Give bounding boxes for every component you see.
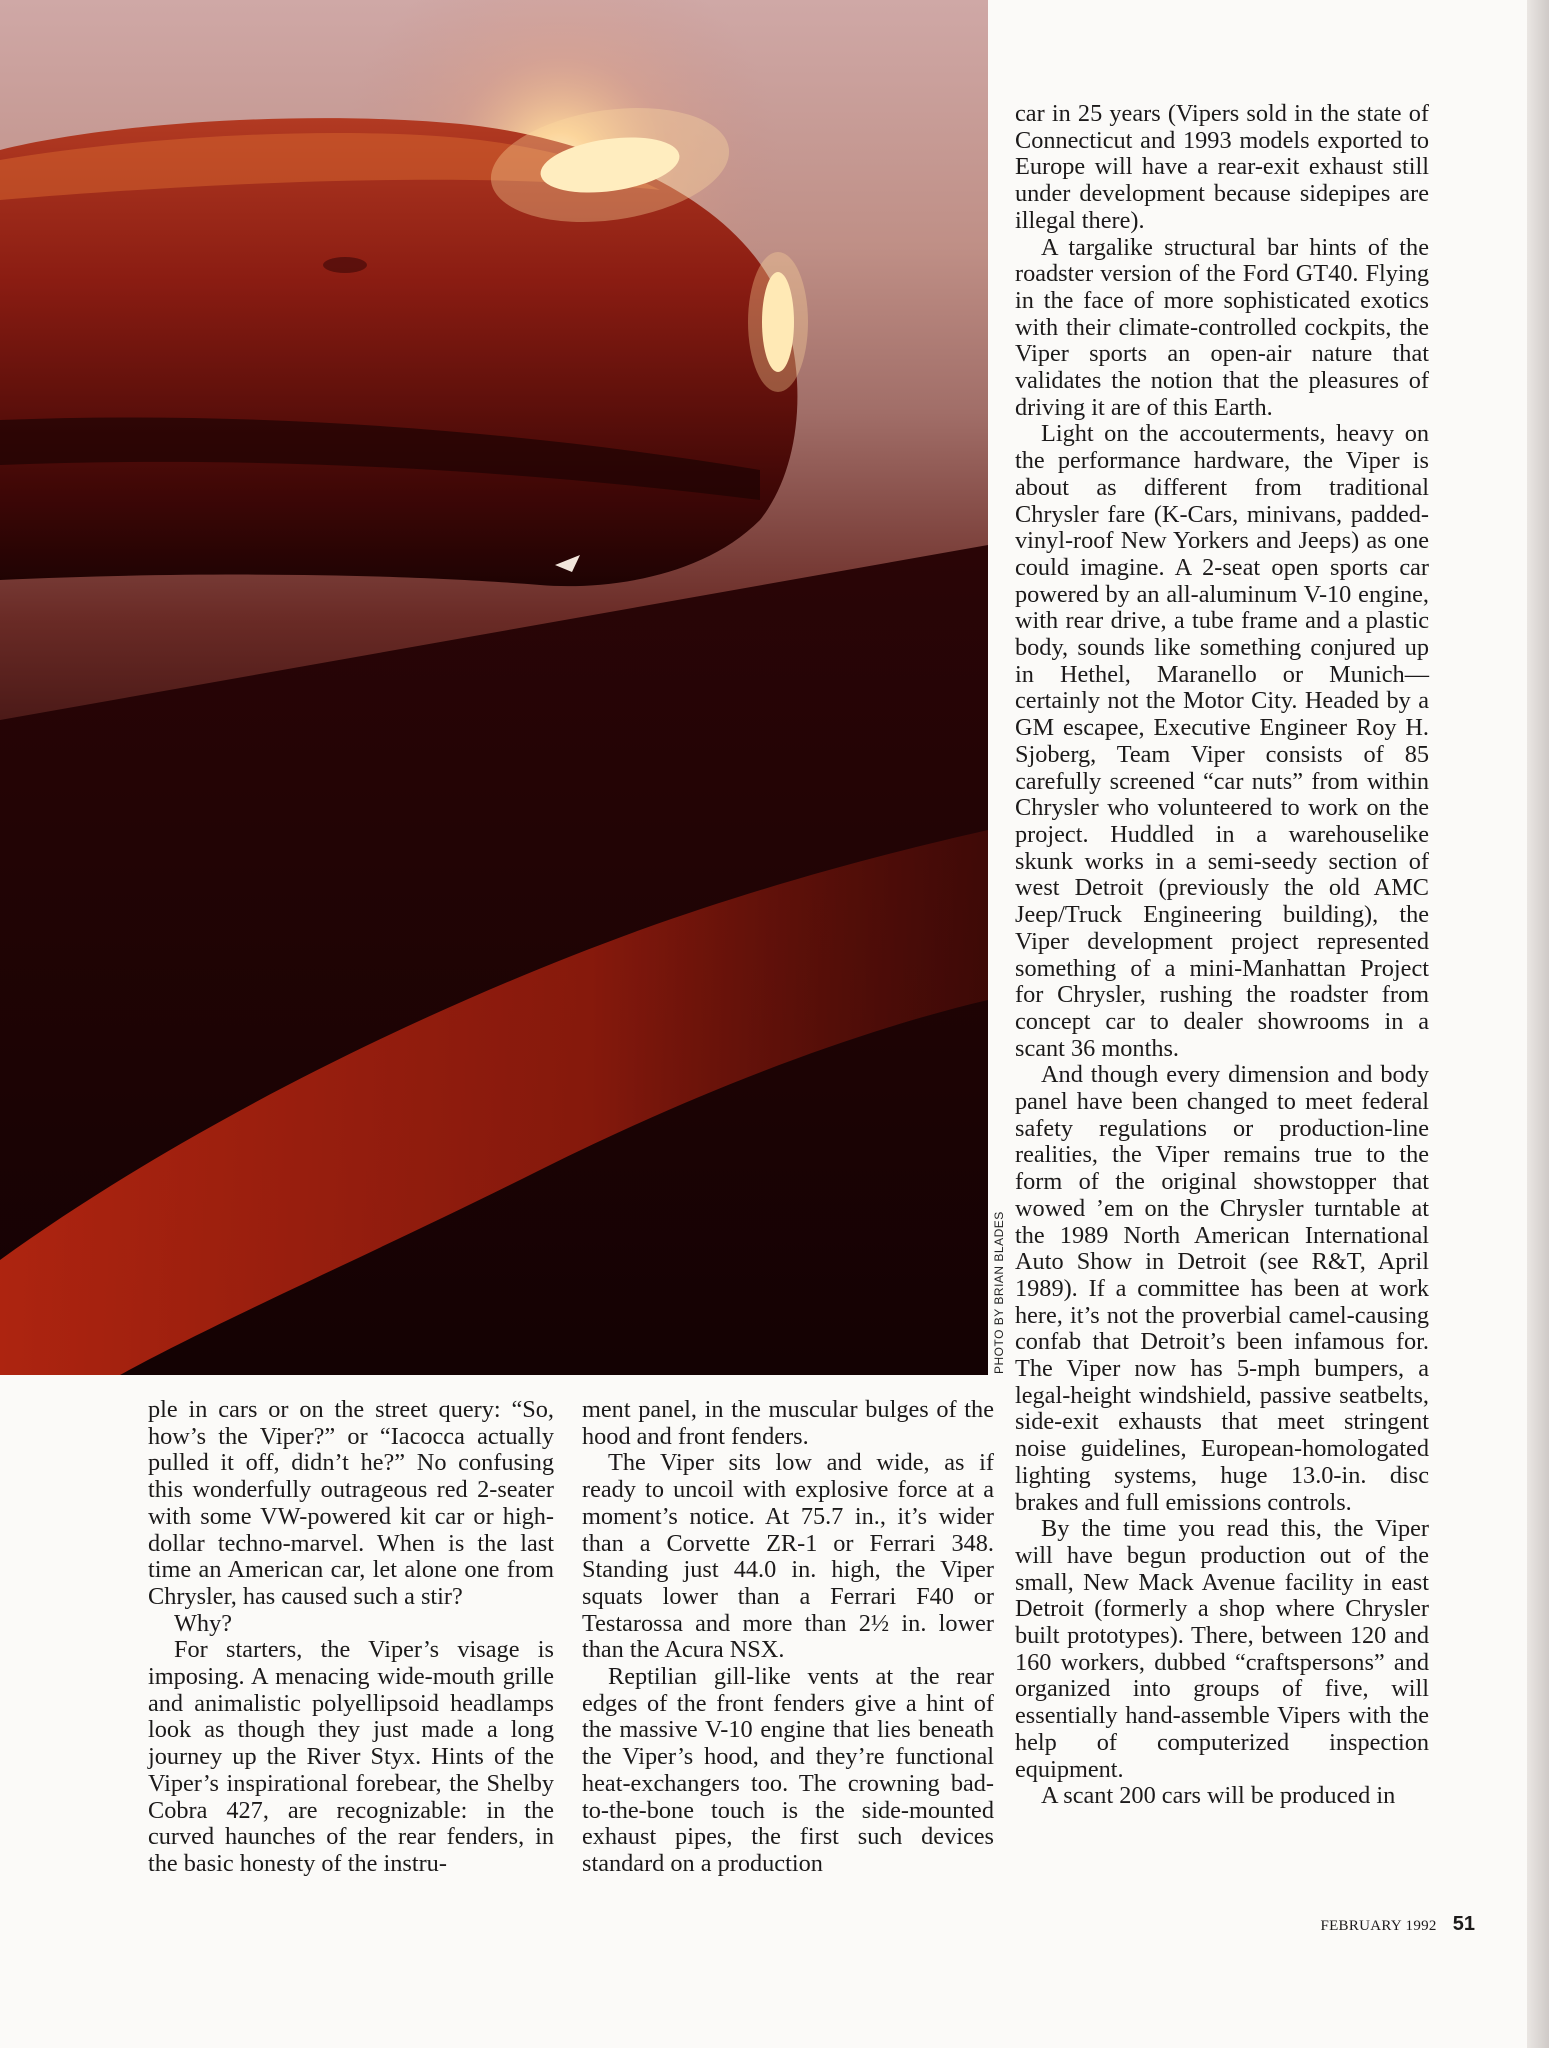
article-column-3 (1015, 101, 1429, 1810)
paragraph: ment panel, in the muscular bulges of the hood and front fenders. (582, 1396, 994, 1450)
paragraph: ple in cars or on the street query: “So, how’s the Viper?” or “Iacocca actually pulled it off, didn’t he?” No confusing this wonderfully outrageous red 2-seater with some VW-powered kit car or high-dollar techno-marvel. When is the last time an American car, let alone one from Chrysler, has caused such a stir? (148, 1396, 554, 1610)
photo-credit: PHOTO BY BRIAN BLADES (992, 1211, 1006, 1374)
page-footer (1320, 1913, 1475, 1936)
paragraph: Why? (174, 1609, 233, 1637)
paragraph: For starters, the Viper’s visage is imposing. A menacing wide-mouth grille and animalistic polyellipsoid headlamps look as though they just made a long journey up the River Styx. Hints of the Viper’s inspirational forebear, the Shelby Cobra 427, are recognizable: in the curved haunches of the rear fenders, in the basic honesty of the instru- (148, 1636, 554, 1877)
paragraph: Reptilian gill-like vents at the rear edges of the front fenders give a hint of the massive V-10 engine that lies beneath the Viper’s hood, and they’re functional heat-exchangers too. The crowning bad-to-the-bone touch is the side-mounted exhaust pipes, the first such devices standard on a production (582, 1663, 994, 1877)
paragraph: And though every dimension and body panel have been changed to meet federal safety regulations or production-line realities, the Viper remains true to the form of the original showstopper that wowed ’em on the Chrysler turntable at the 1989 North American International Auto Show in Detroit (see R&T, April 1989). If a committee has been at work here, it’s not the proverbial camel-causing confab that Detroit’s been infamous for. The Viper now has 5-mph bumpers, a legal-height windshield, passive seatbelts, side-exit exhausts that meet stringent noise guidelines, European-homologated lighting systems, huge 13.0-in. disc brakes and full emissions controls. (1015, 1061, 1429, 1516)
page-number: 51 (1452, 1913, 1475, 1935)
paragraph: A scant 200 cars will be produced in (1041, 1782, 1396, 1810)
paragraph: car in 25 years (Vipers sold in the state of Connecticut and 1993 models exported to Europe will have a rear-exit exhaust still under development because sidepipes are illegal there). (1015, 100, 1429, 234)
issue-date: FEBRUARY 1992 (1320, 1918, 1437, 1934)
paragraph: By the time you read this, the Viper will have begun production out of the small, New Mack Avenue facility in east Detroit (formerly a shop where Chrysler built prototypes). There, between 120 and 160 workers, dubbed “craftspersons” and organized into groups of five, will essentially hand-assemble Vipers with the help of computerized inspection equipment. (1015, 1515, 1429, 1783)
viper-photo (0, 0, 988, 1375)
viper-headlight-image (0, 0, 988, 1375)
paragraph: Light on the accouterments, heavy on the performance hardware, the Viper is about as different from traditional Chrysler fare (K-Cars, minivans, padded-vinyl-roof New Yorkers and Jeeps) as one could imagine. A 2-seat open sports car powered by an all-aluminum V-10 engine, with rear drive, a tube frame and a plastic body, sounds like something conjured up in Hethel, Maranello or Munich—certainly not the Motor City. Headed by a GM escapee, Executive Engineer Roy H. Sjoberg, Team Viper consists of 85 carefully screened “car nuts” from within Chrysler who volunteered to work on the project. Huddled in a warehouselike skunk works in a semi-seedy section of west Detroit (previously the old AMC Jeep/Truck Engineering building), the Viper development project represented something of a mini-Manhattan Project for Chrysler, rushing the roadster from concept car to dealer showrooms in a scant 36 months. (1015, 420, 1429, 1062)
page-edge (1527, 0, 1549, 2048)
article-column-2 (582, 1397, 994, 1878)
paragraph: A targalike structural bar hints of the roadster version of the Ford GT40. Flying in the face of more sophisticated exotics with their climate-controlled cockpits, the Viper sports an open-air nature that validates the notion that the pleasures of driving it are of this Earth. (1015, 233, 1429, 421)
article-column-1 (148, 1397, 554, 1878)
paragraph: The Viper sits low and wide, as if ready to uncoil with explosive force at a moment’s notice. At 75.7 in., it’s wider than a Corvette ZR-1 or Ferrari 348. Standing just 44.0 in. high, the Viper squats lower than a Ferrari F40 or Testarossa and more than 2½ in. lower than the Acura NSX. (582, 1449, 994, 1664)
